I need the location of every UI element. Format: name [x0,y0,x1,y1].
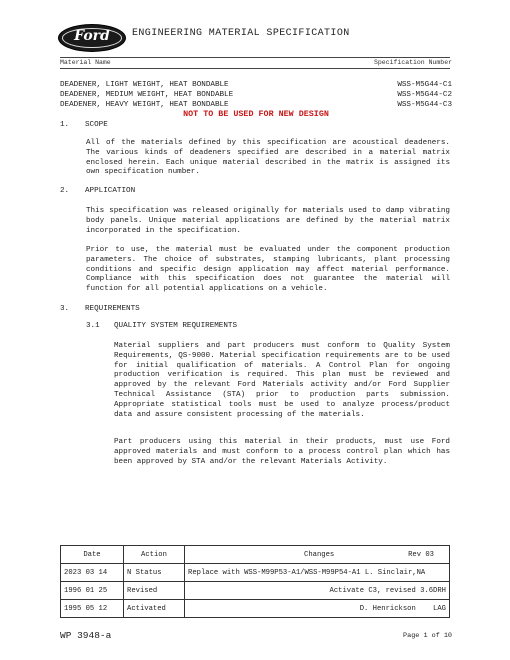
section-number: 2. [60,187,70,195]
page-number: Page 1 of 10 [403,632,452,640]
document-title: ENGINEERING MATERIAL SPECIFICATION [132,28,350,39]
table-row [61,582,450,600]
row-action: Revised [124,582,185,600]
application-paragraph-1: This specification was released originally for materials used to damp vibrating body panels. Unique material applications are defined by the material matrix incorporated in the specification. [86,207,450,235]
row-action: N Status [124,564,185,582]
header-action: Action [124,546,185,564]
section-title: REQUIREMENTS [85,305,140,313]
header-rev: Rev 03 [408,550,434,559]
material-name: DEADENER, HEAVY WEIGHT, HEAT BONDABLE [60,101,229,109]
header-date: Date [61,546,124,564]
row-action: Activated [124,600,185,618]
form-number: WP 3948-a [60,630,112,641]
quality-paragraph-1: Material suppliers and part producers must conform to Quality System Requirements, QS-9000. Material specification requirements are to be used for initial qualification of materials. A Control Plan for ongoing production verification is required. This plan must be reviewed and approved by the relevant Ford Materials activity and/or Ford Supplier Technical Assistance (STA) prior to production parts submission. Appropriate statistical tools must be used to analyze process/product data and assure consistent processing of the materials. [114,342,450,419]
material-spec: WSS-M5G44-C3 [397,101,452,109]
row-date: 1996 01 25 [61,582,124,600]
table-row [61,600,450,618]
row-date: 1995 05 12 [61,600,124,618]
material-row [60,101,452,109]
table-header-row [61,546,450,564]
section-title: SCOPE [85,121,108,129]
spec-number-label: Specification Number [373,59,452,66]
material-row [60,91,452,99]
not-for-new-design-warning: NOT TO BE USED FOR NEW DESIGN [183,109,329,119]
material-spec: WSS-M5G44-C2 [397,91,452,99]
section-heading-application [60,187,135,195]
material-name-label: Material Name [60,59,111,66]
subsection-number: 3.1 [86,322,100,330]
section-number: 3. [60,305,70,313]
logo-text: Ford [74,28,110,44]
quality-paragraph-2: Part producers using this material in their products, must use Ford approved materials and must conform to a process control plan which has been approved by STA and/or the relevant Materials Activity. [114,438,450,466]
material-row [60,81,452,89]
revision-table [60,545,450,618]
material-name: DEADENER, MEDIUM WEIGHT, HEAT BONDABLE [60,91,234,99]
section-title: APPLICATION [85,187,136,195]
ford-logo [58,24,126,52]
material-name: DEADENER, LIGHT WEIGHT, HEAT BONDABLE [60,81,229,89]
row-date: 2023 03 14 [61,564,124,582]
header-changes-cell [185,546,450,564]
application-paragraph-2: Prior to use, the material must be evaluated under the component production parameters. The choice of substrates, stamping lubricants, plant processing conditions and specific design application may affect material performance. Compliance with this specification does not guarantee the material will function for all potential applications on a vehicle. [86,246,450,294]
header-changes: Changes [304,550,335,559]
section-heading-scope [60,121,108,129]
row-changes: D. Henrickson LAG [185,600,450,618]
header-divider [60,57,450,58]
section-heading-requirements [60,305,140,313]
material-spec: WSS-M5G44-C1 [397,81,452,89]
subsection-heading-quality [86,322,237,330]
scope-paragraph: All of the materials defined by this specification are acoustical deadeners. The various kinds of deadeners specified are described in a material matrix enclosed herein. Each unique material described in the matrix is assigned its own specification number. [86,139,450,177]
label-divider [60,68,450,69]
table-row [61,564,450,582]
section-number: 1. [60,121,70,129]
subsection-title: QUALITY SYSTEM REQUIREMENTS [114,322,238,330]
row-changes: Replace with WSS-M99P53-A1/WSS-M99P54-A1 L. Sinclair,NA [185,564,450,582]
row-changes: Activate C3, revised 3.6DRH [185,582,450,600]
